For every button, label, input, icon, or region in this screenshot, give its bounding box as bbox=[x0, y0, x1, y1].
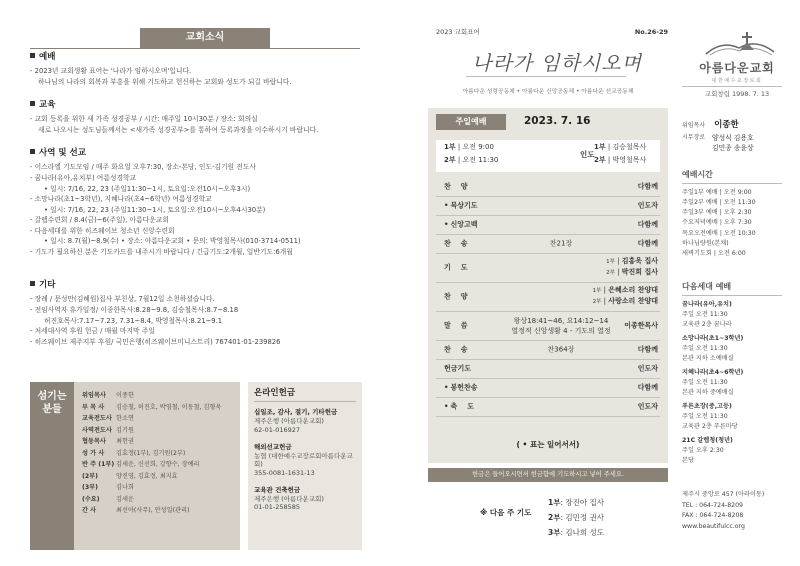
bullet-icon bbox=[30, 281, 35, 286]
news-line-item: - 갈렙수련회 / 8.4(금)~6(주일), 아름다운교회 bbox=[30, 216, 169, 225]
staff-names: 한소연 bbox=[116, 415, 134, 422]
staff-role: 간 사 bbox=[82, 507, 97, 514]
staff-names: 김세운, 신선희, 강향수, 장예리 bbox=[116, 461, 200, 468]
staff-list bbox=[82, 390, 237, 517]
news-line-item: - 다음세대를 위한 히즈웨이브 청소년 신앙수련회 bbox=[30, 226, 175, 235]
staff-names: 김세운 bbox=[116, 495, 134, 503]
order-leader-name: 인도자 bbox=[637, 402, 658, 411]
order-leader-line: 1부 | 은혜소리 찬양대 bbox=[592, 286, 658, 294]
contact-line: 제주시 중앙로 457 (아라이동) bbox=[682, 491, 765, 498]
founded-date: 교회창립 1998. 7. 13 bbox=[704, 90, 770, 98]
denomination: 대한예수교장로회 bbox=[711, 78, 763, 84]
staff-row bbox=[82, 425, 237, 437]
offering-account: 355-0081-1631-13 bbox=[254, 469, 315, 478]
news-section bbox=[30, 100, 365, 136]
staff-row bbox=[82, 494, 237, 506]
next-gen-detail: 주일 오전 11:30 bbox=[682, 412, 728, 420]
order-label-text: 신앙고백 bbox=[450, 220, 478, 229]
staff-role: 교육전도사 bbox=[82, 415, 112, 422]
contact-line: TEL : 064-724-8209 bbox=[682, 501, 743, 509]
staff-row bbox=[82, 448, 237, 460]
order-label-text: 봉헌찬송 bbox=[450, 383, 478, 392]
leader-1: 1부 | 김승철목사 bbox=[594, 143, 647, 151]
next-gen-services: 다음세대 예배 꿈나라(유아,유치) 주일 오전 11:30 교육관 2층 꿈나라 소망나라(초1~3학년) 주일 오전 11:30 본관 지하 소예배실 지혜나라(초4~6학년) 주일 오전 11:30 본관 지하 중예배실 푸른초장(중,고등) 주일 오전 11:30 교육관 2층 푸른마당 21C 갈렙청(청년) 주일 오후 2:30 본당 bbox=[682, 282, 792, 470]
order-row bbox=[436, 341, 660, 360]
staff-row bbox=[82, 482, 237, 494]
next-week-label: ※ 다음 주 기도 bbox=[480, 508, 532, 517]
order-leader-name: 인도자 bbox=[637, 201, 658, 210]
worship-panel bbox=[428, 28, 668, 548]
next-gen-detail: 주일 오전 11:30 bbox=[682, 310, 728, 318]
offering-type: 교육관 건축헌금 bbox=[254, 485, 301, 494]
next-prayer-row: 1부: 장진아 집사 bbox=[548, 498, 604, 507]
order-leader bbox=[638, 345, 658, 354]
news-line-item: - 전임사역자 휴가일정/ 이종한목사:8.28~9.8, 김승철목사:8.7~8.18 bbox=[30, 306, 239, 314]
news-section bbox=[30, 52, 365, 88]
order-row bbox=[436, 216, 660, 235]
offering-note: 헌금은 들어오시면서 헌금함에 기도하시고 넣어 주세요. bbox=[428, 468, 668, 482]
next-gen-detail: 본관 지하 중예배실 bbox=[682, 388, 734, 396]
leader-2: 2부 | 박영철목사 bbox=[594, 156, 647, 164]
staff-role: 반 주 (1부) bbox=[82, 461, 115, 468]
church-name: 아름다운교회 bbox=[699, 61, 775, 75]
news-line-item: • 일시: 7/16, 22, 23 (주일11:30~1시, 토요일:오전10시~오후3시) bbox=[44, 184, 251, 193]
order-row bbox=[436, 379, 660, 398]
news-line-item: • 일시: 8.7(월)~8.9(수) • 장소: 아름다운교회 • 문의: 박영철목사(010-3714-0511) bbox=[44, 237, 301, 246]
news-line-item: - 히즈웨이브 제주지부 후원/ 국민은행(히즈웨이브미니스트리) 767401-01-239826 bbox=[30, 337, 281, 346]
order-row bbox=[436, 398, 660, 417]
staff-row bbox=[82, 402, 237, 414]
next-prayer-row: 3부: 김나희 성도 bbox=[548, 528, 604, 537]
staff-names: 최선아(사무), 안성일(관리) bbox=[116, 507, 190, 514]
staff-role: 협동목사 bbox=[82, 438, 106, 445]
news-section-heading-text: 기타 bbox=[39, 280, 56, 290]
news-line-item: - 2023년 교회생활 표어는 '나라가 임하시오며'입니다. bbox=[30, 67, 192, 76]
part-label: 2부 bbox=[606, 269, 615, 276]
staff-row bbox=[82, 390, 237, 402]
order-label-text: 묵상기도 bbox=[450, 201, 478, 210]
offering-account: 62-01-016927 bbox=[254, 426, 301, 434]
staff-names: 김기원 bbox=[116, 426, 134, 434]
sermon-line: 왕상18:41~46, 요14:12~14 bbox=[513, 316, 609, 325]
news-line-item: - 이스라엘 기도모임 / 매주 화요일 오후7:30, 장소-본당, 인도-김기원 전도사 bbox=[30, 163, 256, 172]
schedule-row: 새벽기도회 | 오전 6:00 bbox=[682, 250, 746, 258]
staff-row bbox=[82, 459, 237, 471]
order-row bbox=[436, 312, 660, 341]
order-leader bbox=[624, 321, 658, 330]
schedule-row: 주일2부 예배 | 오전 11:30 bbox=[682, 199, 756, 206]
news-section bbox=[30, 280, 365, 347]
standing-mark: • bbox=[444, 201, 449, 210]
order-leader-name: 다함께 bbox=[637, 220, 658, 229]
worship-title: 주일예배 bbox=[436, 114, 506, 130]
next-gen-group bbox=[682, 334, 792, 364]
next-gen-name: 꿈나라(유아,유치) bbox=[682, 300, 732, 308]
news-section-heading bbox=[30, 52, 365, 63]
news-line-item: • 일시: 7/16, 22, 23 (주일11:30~1시, 토요일:오전10시~오후4시30분) bbox=[44, 205, 266, 214]
slogans: 아름다운 성령공동체 • 아름다운 신앙공동체 • 아름다운 선교공동체 bbox=[462, 89, 634, 95]
bulletin-number: No.26-29 bbox=[634, 28, 668, 36]
prayer-leader: 장진아 집사 bbox=[565, 498, 604, 507]
staff-heading-line: 섬기는 bbox=[37, 391, 67, 402]
order-leader-line: 2부 | 사랑소리 찬양대 bbox=[592, 296, 658, 305]
order-label bbox=[444, 364, 471, 373]
order-row bbox=[436, 283, 660, 312]
staff-row bbox=[82, 471, 237, 483]
worship-date: 2023. 7. 16 bbox=[524, 115, 591, 127]
staff-names: 김효정(1부), 김기원(2부) bbox=[116, 449, 186, 457]
next-gen-name: 지혜나라(초4~6학년) bbox=[682, 368, 744, 376]
order-label-text: 축도 bbox=[450, 402, 485, 411]
news-title: 교회소식 bbox=[140, 28, 270, 48]
order-label bbox=[444, 292, 478, 301]
staff-heading bbox=[30, 382, 74, 550]
news-line-item: - 처세대사역 후원 헌금 / 매월 마지막 주일 bbox=[30, 327, 155, 336]
news-line-item: - 장례 / 문성만(김혜원)집사 부친상, 7월12일 소천하셨습니다. bbox=[30, 295, 215, 304]
order-leader-name: 다함께 bbox=[637, 383, 658, 392]
order-row bbox=[436, 360, 660, 379]
service-times bbox=[436, 140, 660, 172]
order-label bbox=[444, 201, 478, 210]
offering-type: 십일조, 감사, 절기, 기타헌금 bbox=[254, 408, 338, 417]
next-gen-group bbox=[682, 368, 792, 398]
news-section-heading bbox=[30, 148, 365, 159]
prayer-leader: 김민정 권사 bbox=[565, 513, 604, 522]
standing-mark: • bbox=[444, 383, 449, 392]
order-row bbox=[436, 235, 660, 254]
service-schedule: 예배시간 주일1부 예배 | 오전 9:00 주일2부 예배 | 오전 11:30 주일3부 예배 | 오후 2:30 수요저녁예배 | 오후 7:30 목요오전예배 | 오전 10:30 하나님량원(본채) 새벽기도회 | 오전 6:00 bbox=[682, 170, 792, 259]
news-section-heading-text: 교육 bbox=[39, 100, 56, 110]
staff-role: 부 목 사 bbox=[82, 403, 105, 411]
news-line-item: 새로 나오시는 성도님들께서는 <새가족 성경공부>를 통하여 등록과정을 이수하시기 바랍니다. bbox=[38, 126, 319, 134]
standup-note: ( • 표는 일어서서) bbox=[516, 440, 580, 449]
part-label: 3부 bbox=[548, 528, 561, 537]
next-week-prayer bbox=[428, 490, 668, 548]
next-gen-name: 소망나라(초1~3학년) bbox=[682, 334, 744, 342]
staff-role: 사역전도사 bbox=[82, 426, 112, 434]
order-leaders bbox=[606, 256, 658, 277]
order-detail: 찬21장 bbox=[549, 239, 573, 248]
next-gen-group bbox=[682, 300, 792, 330]
staff-role: 성 가 사 bbox=[82, 449, 105, 457]
offering-account: 제주은행 (아름다운교회) bbox=[254, 417, 324, 426]
staff-heading-line: 분들 bbox=[42, 404, 62, 415]
bullet-icon bbox=[30, 149, 35, 154]
contact-line: www.beautifulcc.org bbox=[682, 522, 745, 530]
news-line-item: - 소망나라(초1~3학년), 지혜나라(초4~6학년) 여름성경학교 bbox=[30, 195, 212, 204]
next-gen-detail: 주일 오전 11:30 bbox=[682, 344, 728, 352]
leader-name: 김홍욱 집사 bbox=[621, 257, 658, 265]
next-gen-detail: 본관 지하 소예배실 bbox=[682, 354, 734, 362]
staff-names: 양진영, 김효정, 최지효 bbox=[116, 472, 178, 480]
news-line-item: 허진호목사:7.17~7.23, 7.31~8.4, 박영철목사:8.21~9.1 bbox=[44, 316, 223, 325]
staff-row bbox=[82, 505, 237, 517]
offering-account: 농협 (대한예수교장로회아름다운교회) bbox=[254, 451, 353, 469]
order-label bbox=[444, 182, 478, 191]
part-label: 1부 bbox=[548, 498, 561, 507]
news-line-item: - 꿈나라(유아,유치부) 여름성경학교 bbox=[30, 174, 137, 182]
news-section-heading bbox=[30, 100, 365, 111]
staff-role: (2부) bbox=[82, 472, 98, 480]
order-leader-name: 이종한목사 bbox=[624, 321, 658, 330]
order-leader bbox=[638, 364, 658, 373]
staff-role: (수요) bbox=[82, 495, 100, 503]
staff-role: (3부) bbox=[82, 484, 98, 491]
part-label: 1부 bbox=[606, 259, 615, 265]
next-gen-name: 푸른초장(중,고등) bbox=[682, 402, 732, 410]
order-leaders bbox=[593, 285, 658, 306]
news-line-item: - 교회 등록을 위한 새 가족 성경공부 / 시간: 매주일 10시30분 / 장소: 회의실 bbox=[30, 115, 258, 124]
bullet-icon bbox=[30, 53, 35, 58]
motto-year-label: 2023 교회표어 bbox=[436, 28, 480, 36]
order-row bbox=[436, 197, 660, 216]
prayer-leader: 김나희 성도 bbox=[565, 528, 604, 537]
next-gen-group bbox=[682, 402, 792, 432]
staff-names: 최헌권 bbox=[116, 438, 134, 445]
order-label bbox=[444, 239, 478, 248]
next-gen-detail: 본당 bbox=[682, 456, 694, 464]
order-label-text: 찬양 bbox=[444, 182, 478, 191]
motto-calligraphy: 나라가 임하시오며 bbox=[472, 51, 642, 75]
news-section-heading bbox=[30, 280, 365, 291]
church-info-panel bbox=[682, 28, 792, 548]
next-gen-detail: 주일 오후 2:30 bbox=[682, 446, 724, 454]
schedule-row: 주일3부 예배 | 오후 2:30 bbox=[682, 209, 752, 217]
order-label-text: 찬송 bbox=[444, 345, 478, 354]
order-detail bbox=[496, 316, 626, 336]
leader-name: 사랑소리 찬양대 bbox=[608, 296, 658, 305]
staff-role: 위임목사 bbox=[82, 392, 106, 399]
online-offering-box bbox=[248, 382, 362, 550]
news-section-heading-text: 예배 bbox=[39, 52, 56, 62]
sermon-line: 열정적 신앙생활 4 - 기도의 열정 bbox=[511, 327, 611, 335]
order-label bbox=[444, 321, 478, 330]
schedule-row: 주일1부 예배 | 오전 9:00 bbox=[682, 188, 752, 196]
schedule-row: 목요오전예배 | 오전 10:30 bbox=[682, 229, 756, 237]
offering-account: 제주은행 (아름다운교회) bbox=[254, 494, 324, 503]
offering-account: 01-01-258585 bbox=[254, 503, 301, 512]
staff-names: 김승철, 허진호, 박영철, 이동철, 김형욱 bbox=[116, 403, 222, 411]
order-label bbox=[444, 263, 478, 272]
order-leader-line: 2부 | 박진희 집사 bbox=[606, 267, 658, 276]
order-leader bbox=[638, 182, 658, 191]
pastor-info: 위임목사 이종한 시무장로 양성식 김용호 김민종 송윤상 bbox=[682, 120, 754, 152]
order-of-service bbox=[436, 178, 660, 417]
church-logo-icon bbox=[702, 28, 777, 58]
part-label: 2부 bbox=[548, 513, 561, 522]
staff-names: 김나희 bbox=[116, 484, 134, 491]
next-prayer-row: 2부: 김민정 권사 bbox=[548, 513, 604, 522]
schedule-row: 수요저녁예배 | 오후 7:30 bbox=[682, 219, 752, 227]
order-leader-name: 다함께 bbox=[637, 239, 658, 248]
order-label-text: 기도 bbox=[444, 263, 478, 272]
worship-order-box bbox=[428, 108, 668, 463]
next-gen-detail: 교육관 2층 꿈나라 bbox=[682, 320, 732, 328]
order-label bbox=[444, 345, 478, 354]
part-label: 1부 bbox=[592, 288, 602, 294]
order-label bbox=[444, 402, 484, 411]
order-label bbox=[444, 220, 478, 229]
order-leader-name: 다함께 bbox=[637, 182, 658, 191]
order-leader bbox=[638, 239, 658, 248]
news-line-item: - 기도가 필요하신 분은 기도카드를 내주시기 바랍니다 / 긴급기도:2개월, 일반기도:6개월 bbox=[30, 247, 293, 256]
order-leader bbox=[638, 201, 658, 210]
order-label-text: 찬양 bbox=[444, 292, 478, 301]
next-gen-group bbox=[682, 436, 792, 466]
staff-names: 이종한 bbox=[116, 392, 134, 399]
order-leader bbox=[638, 402, 658, 411]
standing-mark: • bbox=[444, 220, 449, 229]
order-label-text: 찬송 bbox=[444, 239, 478, 248]
leader-name: 박진희 집사 bbox=[621, 267, 658, 276]
staff-row bbox=[82, 436, 237, 448]
news-section-heading-text: 사역 및 선교 bbox=[39, 148, 86, 158]
order-leader bbox=[638, 220, 658, 229]
order-detail: 찬364장 bbox=[547, 345, 575, 354]
church-contact bbox=[682, 490, 792, 532]
order-label bbox=[444, 383, 478, 392]
order-row bbox=[436, 178, 660, 197]
order-row bbox=[436, 254, 660, 283]
news-line-item: 하나님의 나라의 회복과 부흥을 위해 기도하고 헌신하는 교회와 성도가 되길 바랍니다. bbox=[38, 78, 292, 86]
staff-row bbox=[82, 413, 237, 425]
leader-label: 인도 bbox=[580, 150, 595, 159]
order-label-text: 말씀 bbox=[444, 321, 478, 330]
next-gen-detail: 주일 오전 11:30 bbox=[682, 378, 728, 386]
standing-mark: • bbox=[444, 402, 449, 411]
next-gen-detail: 교육관 2층 푸른마당 bbox=[682, 422, 738, 430]
bullet-icon bbox=[30, 101, 35, 106]
service-time-1: 1부 | 오전 9:00 bbox=[444, 143, 494, 151]
part-label: 2부 bbox=[592, 298, 602, 305]
staff-box bbox=[30, 382, 240, 550]
order-label-text: 헌금기도 bbox=[444, 364, 472, 373]
next-gen-name: 21C 갈렙청(청년) bbox=[682, 436, 733, 444]
order-leader-name: 다함께 bbox=[637, 345, 658, 354]
offering-type: 해외선교헌금 bbox=[254, 442, 292, 451]
order-leader-name: 인도자 bbox=[637, 364, 658, 373]
order-leader bbox=[638, 383, 658, 392]
online-offering-heading: 온라인헌금 bbox=[254, 388, 296, 398]
order-leader-line: 1부 | 김홍욱 집사 bbox=[606, 257, 658, 265]
news-divider bbox=[30, 48, 360, 49]
schedule-row: 하나님량원(본채) bbox=[682, 239, 729, 247]
leader-name: 은혜소리 찬양대 bbox=[608, 286, 658, 294]
news-section bbox=[30, 148, 365, 257]
service-time-2: 2부 | 오전 11:30 bbox=[444, 156, 499, 164]
contact-line: FAX : 064-724-8208 bbox=[682, 512, 744, 519]
